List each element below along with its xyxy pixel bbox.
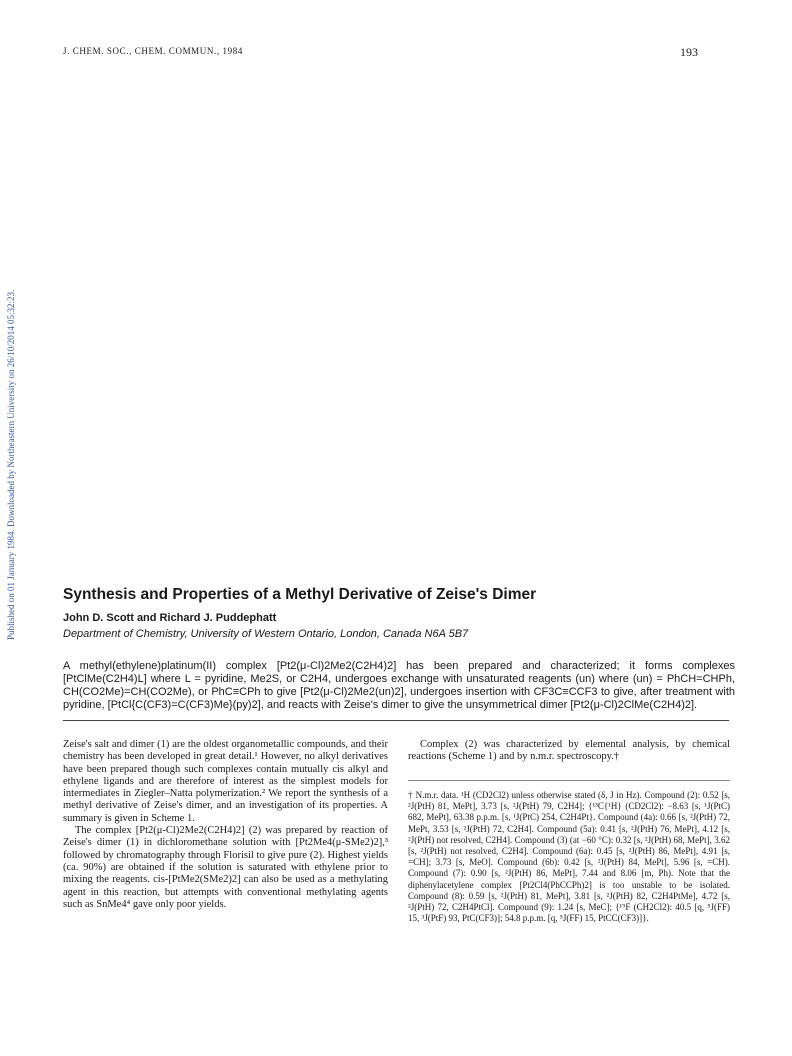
footnote-divider: [408, 780, 730, 781]
affiliation: Department of Chemistry, University of Western Ontario, London, Canada N6A 5B7: [63, 628, 469, 640]
authors: John D. Scott and Richard J. Puddephatt: [63, 612, 277, 624]
section-divider: [63, 720, 729, 721]
running-head: J. CHEM. SOC., CHEM. COMMUN., 1984: [63, 46, 243, 56]
page-number: 193: [680, 45, 698, 59]
article-title: Synthesis and Properties of a Methyl Derivative of Zeise's Dimer: [63, 586, 537, 603]
left-column: [63, 739, 388, 911]
abstract: A methyl(ethylene)platinum(II) complex [Pt2(μ-Cl)2Me2(C2H4)2] has been prepared and characterized; it forms complexes [PtClMe(C2H4)L] where L = pyridine, Me2S, or C2H4, undergoes exchange with unsaturated reagents (un) where (un) = PhCH=CHPh, CH(CO2Me)=CH(CO2Me), or PhC≡CPh to give [Pt2(μ-Cl)2Me2(un)2], undergoes insertion with CF3C≡CCF3 to give, after treatment with pyridine, [PtCl{C(CF3)=C(CF3)Me}(py)2], and reacts with Zeise's dimer to give the unsymmetrical dimer [Pt2(μ-Cl)2ClMe(C2H4)2].: [63, 660, 735, 711]
body-paragraph: The complex [Pt2(μ-Cl)2Me2(C2H4)2] (2) was prepared by reaction of Zeise's dimer (1) in dichloromethane solution with [Pt2Me4(μ-SMe2)2],³ followed by chromatography through Florisil to give pure (2). Highest yields (ca. 90%) are obtained if the solution is saturated with ethylene prior to mixing the reagents. cis-[PtMe2(SMe2)2] can also be used as a methylating agent in this reaction, but attempts with conventional methylating agents such as SnMe4⁴ gave only poor yields.: [63, 825, 388, 910]
body-paragraph: Complex (2) was characterized by elemental analysis, by chemical reactions (Scheme 1) and by n.m.r. spectroscopy.†: [408, 739, 730, 763]
download-notice[interactable]: Published on 01 January 1984. Downloaded by Northeastern University on 26/10/2014 05:32:23.: [6, 289, 16, 640]
nmr-footnote: † N.m.r. data. ¹H (CD2Cl2) unless otherwise stated (δ, J in Hz). Compound (2): 0.52 [s, ²J(PtH) 81, MePt], 3.73 [s, ²J(PtH) 79, C2H4]; {¹³C{¹H} (CD2Cl2): −8.63 [s, ¹J(PtC) 682, MePt], 63.38 p.p.m. [s, ¹J(PtC) 254, C2H4Pt}. Compound (4a): 0.66 [s, ²J(PtH) 72, MePt, 3.53 [s, ²J(PtH) 72, C2H4]. Compound (5a): 0.41 [s, ²J(PtH) 76, MePt], 4.12 [s, ²J(PtH) not resolved, C2H4]. Compound (3) (at −60 °C): 0.32 [s, ²J(PtH) 68, MePt], 3.62 [s, ²J(PtH) not resolved, C2H4]. Compound (6a): 0.45 [s, ²J(PtH) 86, MePt], 4.91 [s, =CH]; 3.73 [s, MeO]. Compound (6b): 0.42 [s, ²J(PtH) 84, MePt], 5.96 [s, =CH). Compound (7): 0.90 [s, ²J(PtH) 86, MePt], 7.44 and 8.06 [m, Ph). Note that the diphenylacetylene complex [Pt2Cl4(PhCCPh)2] is too unstable to be isolated. Compound (8): 0.59 [s, ²J(PtH) 81, MePt], 3.81 [s, ²J(PtH) 82, C2H4PtMe], 4.72 [s, ²J(PtH) 72, C2H4PtCl]. Compound (9): 1.24 [s, MeC]; {¹⁹F (CH2Cl2): 40.5 [q, ⁵J(FF) 15, ³J(PtF) 93, PtC(CF3)]; 54.8 p.p.m. [q, ⁵J(FF) 15, PtCC(CF3)]}.: [408, 790, 730, 924]
body-paragraph: Zeise's salt and dimer (1) are the oldest organometallic compounds, and their chemistry has been developed in great detail.¹ However, no alkyl derivatives have been prepared though such complexes contain mutually cis alkyl and ethylene ligands and are therefore of interest as the simplest models for intermediates in Ziegler–Natta polymerization.² We report the synthesis of a methyl derivative of Zeise's dimer, and an investigation of its properties. A summary is given in Scheme 1.: [63, 739, 388, 824]
